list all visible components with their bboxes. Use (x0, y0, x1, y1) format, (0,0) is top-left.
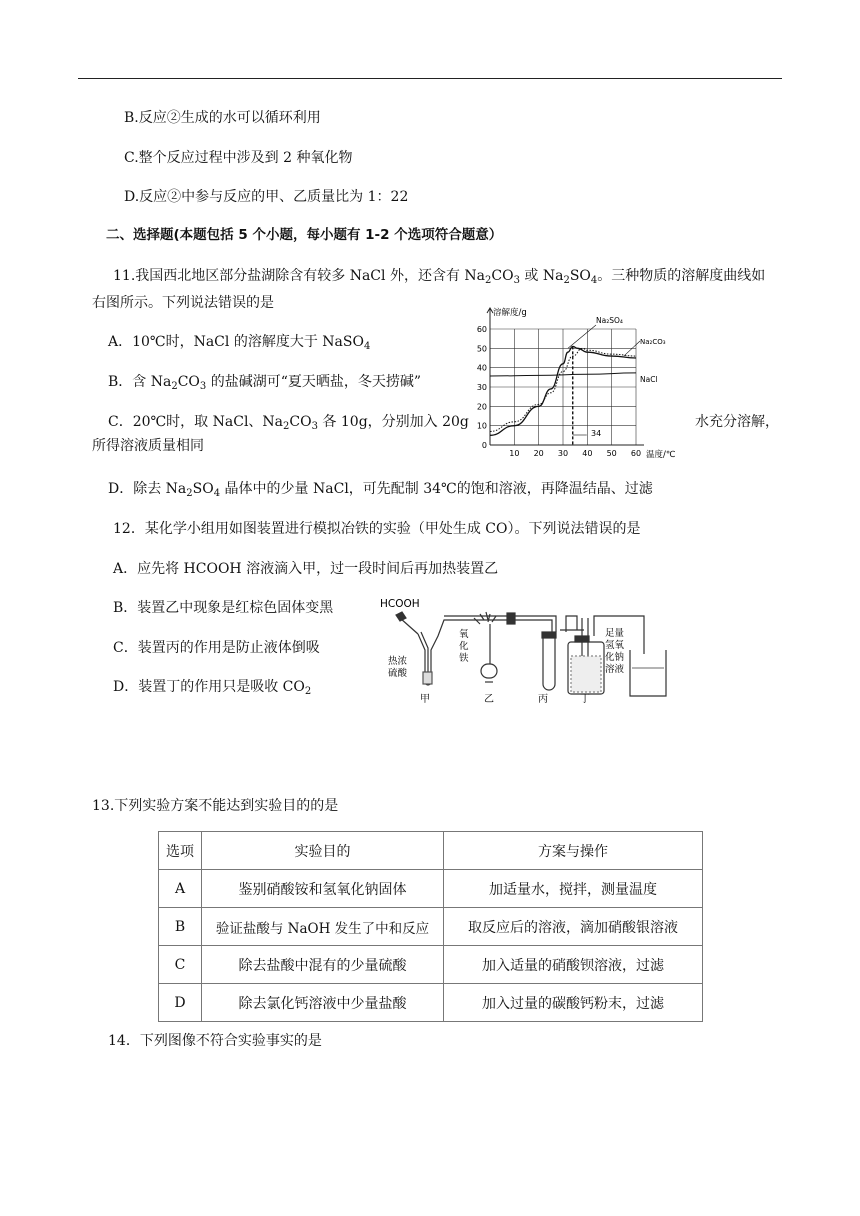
q12-option-d: D．装置丁的作用只是吸收 $CO_2$ (113, 679, 312, 697)
row-a-method: 加适量水，搅拌，测量温度 (444, 870, 703, 908)
dropping-funnel-icon (396, 612, 418, 634)
table-row (159, 908, 703, 946)
row-c-option: C (159, 946, 202, 984)
row-d-purpose: 除去氯化钙溶液中少量盐酸 (202, 984, 444, 1022)
chart-grid (490, 329, 636, 445)
section-2-title: 二、选择题(本题包括 5 个小题，每小题有 1-2 个选项符合题意） (106, 227, 503, 243)
label-jia: 甲 (420, 694, 430, 705)
q11-option-d: D．除去 $Na_2SO_4$ 晶体中的少量 NaCl，可先配制 34℃的饱和溶液，再降温结晶、过滤 (108, 481, 653, 499)
q12-option-a: A．应先将 HCOOH 溶液滴入甲，过一段时间后再加热装置乙 (113, 561, 499, 577)
fe-label-2: 化 (459, 641, 469, 652)
naoh-label-4: 溶液 (605, 664, 625, 675)
q11-option-b: B．含 $Na_2CO_3$ 的盐碱湖可“夏天晒盐，冬天捞碱” (108, 374, 422, 392)
row-b-purpose: 验证盐酸与 NaOH 发生了中和反应 (202, 908, 444, 946)
beaker-icon (630, 650, 666, 696)
naoh-label-1: 足量 (605, 628, 625, 639)
y-tick-label: 50 (476, 344, 487, 354)
q14-stem: 14．下列图像不符合实验事实的是 (108, 1033, 322, 1049)
header-method: 方案与操作 (444, 832, 703, 870)
acid-label-2: 硫酸 (388, 668, 408, 679)
legend-na2so4: Na₂SO₄ (596, 316, 623, 325)
q10-option-b: B.反应②生成的水可以循环利用 (124, 110, 321, 126)
row-b-method: 取反应后的溶液，滴加硝酸银溶液 (444, 908, 703, 946)
header-purpose: 实验目的 (202, 832, 444, 870)
row-d-method: 加入过量的碳酸钙粉末，过滤 (444, 984, 703, 1022)
q11-option-c-line2: 所得溶液质量相同 (92, 438, 204, 454)
y-tick-label: 20 (476, 402, 487, 412)
table-row (159, 870, 703, 908)
naoh-label-3: 化钠 (605, 652, 625, 663)
q11-option-a: A．10℃时，NaCl 的溶解度大于 NaSO$_4$ (108, 334, 371, 352)
y-axis-label: 溶解度/g (493, 308, 527, 318)
chart-axes (487, 308, 644, 445)
fe-label-3: 铁 (459, 653, 469, 664)
tube-yi-icon (474, 612, 515, 682)
q12-option-b: B．装置乙中现象是红棕色固体变黑 (113, 600, 334, 616)
table-row (159, 946, 703, 984)
x-tick-label: 10 (509, 449, 520, 458)
y-tick-label: 0 (481, 441, 487, 450)
y-tick-label: 60 (476, 325, 487, 334)
marker-34-label: 34 (591, 429, 602, 438)
x-tick-labels (509, 449, 641, 458)
apparatus-diagram (372, 592, 672, 707)
legend-na2co3: Na₂CO₃ (640, 338, 666, 346)
q11-option-c: C．20℃时，取 NaCl、$Na_2CO_3$ 各 10g，分别加入 20g (108, 414, 469, 432)
solubility-chart (468, 305, 688, 460)
chart-series (490, 325, 640, 445)
hcooh-label: HCOOH (380, 598, 420, 610)
header-rule (78, 78, 782, 79)
row-c-method: 加入适量的硝酸钡溶液，过滤 (444, 946, 703, 984)
y-tick-label: 40 (476, 363, 487, 373)
x-tick-label: 60 (630, 449, 642, 458)
q12-stem: 12．某化学小组用如图装置进行模拟冶铁的实验（甲处生成 CO）。下列说法错误的是 (113, 521, 641, 537)
q13-options-table (158, 831, 703, 1022)
legend-leader-na2so4 (568, 325, 596, 348)
x-tick-label: 40 (582, 449, 593, 458)
q10-option-c: C.整个反应过程中涉及到 2 种氧化物 (124, 150, 353, 166)
header-option: 选项 (159, 832, 202, 870)
x-tick-label: 50 (606, 449, 617, 458)
label-ding: 丁 (580, 694, 590, 705)
q12-option-c: C．装置丙的作用是防止液体倒吸 (113, 640, 320, 656)
legend-nacl: NaCl (640, 375, 658, 384)
y-tick-labels (477, 325, 487, 450)
acid-label-1: 热浓 (388, 656, 408, 667)
q11-option-c-tail: 水充分溶解， (695, 414, 779, 430)
q13-stem: 13.下列实验方案不能达到实验目的的是 (92, 798, 339, 814)
y-tick-label: 30 (476, 383, 487, 392)
row-a-option: A (159, 870, 202, 908)
y-tick-label: 10 (476, 421, 487, 431)
fe-label-1: 氧 (459, 629, 469, 640)
table-row (159, 984, 703, 1022)
row-d-option: D (159, 984, 202, 1022)
x-tick-label: 30 (557, 449, 569, 458)
table-header-row (159, 832, 703, 870)
row-a-purpose: 鉴别硝酸铵和氢氧化钠固体 (202, 870, 444, 908)
label-yi: 乙 (484, 694, 494, 705)
x-tick-label: 20 (533, 449, 544, 458)
label-bing: 丙 (538, 694, 548, 705)
q11-stem-line2: 右图所示。下列说法错误的是 (92, 295, 274, 311)
q11-stem-line1: 11.我国西北地区部分盐湖除含有较多 NaCl 外，还含有 $Na_2CO_3$ 或 $Na_2SO_4$。三种物质的溶解度曲线如 (113, 268, 766, 286)
row-c-purpose: 除去盐酸中混有的少量硫酸 (202, 946, 444, 984)
q10-option-d: D.反应②中参与反应的甲、乙质量比为 1：22 (124, 189, 409, 205)
row-b-option: B (159, 908, 202, 946)
x-axis-label: 温度/℃ (646, 450, 676, 460)
naoh-label-2: 氢氧 (605, 640, 625, 651)
